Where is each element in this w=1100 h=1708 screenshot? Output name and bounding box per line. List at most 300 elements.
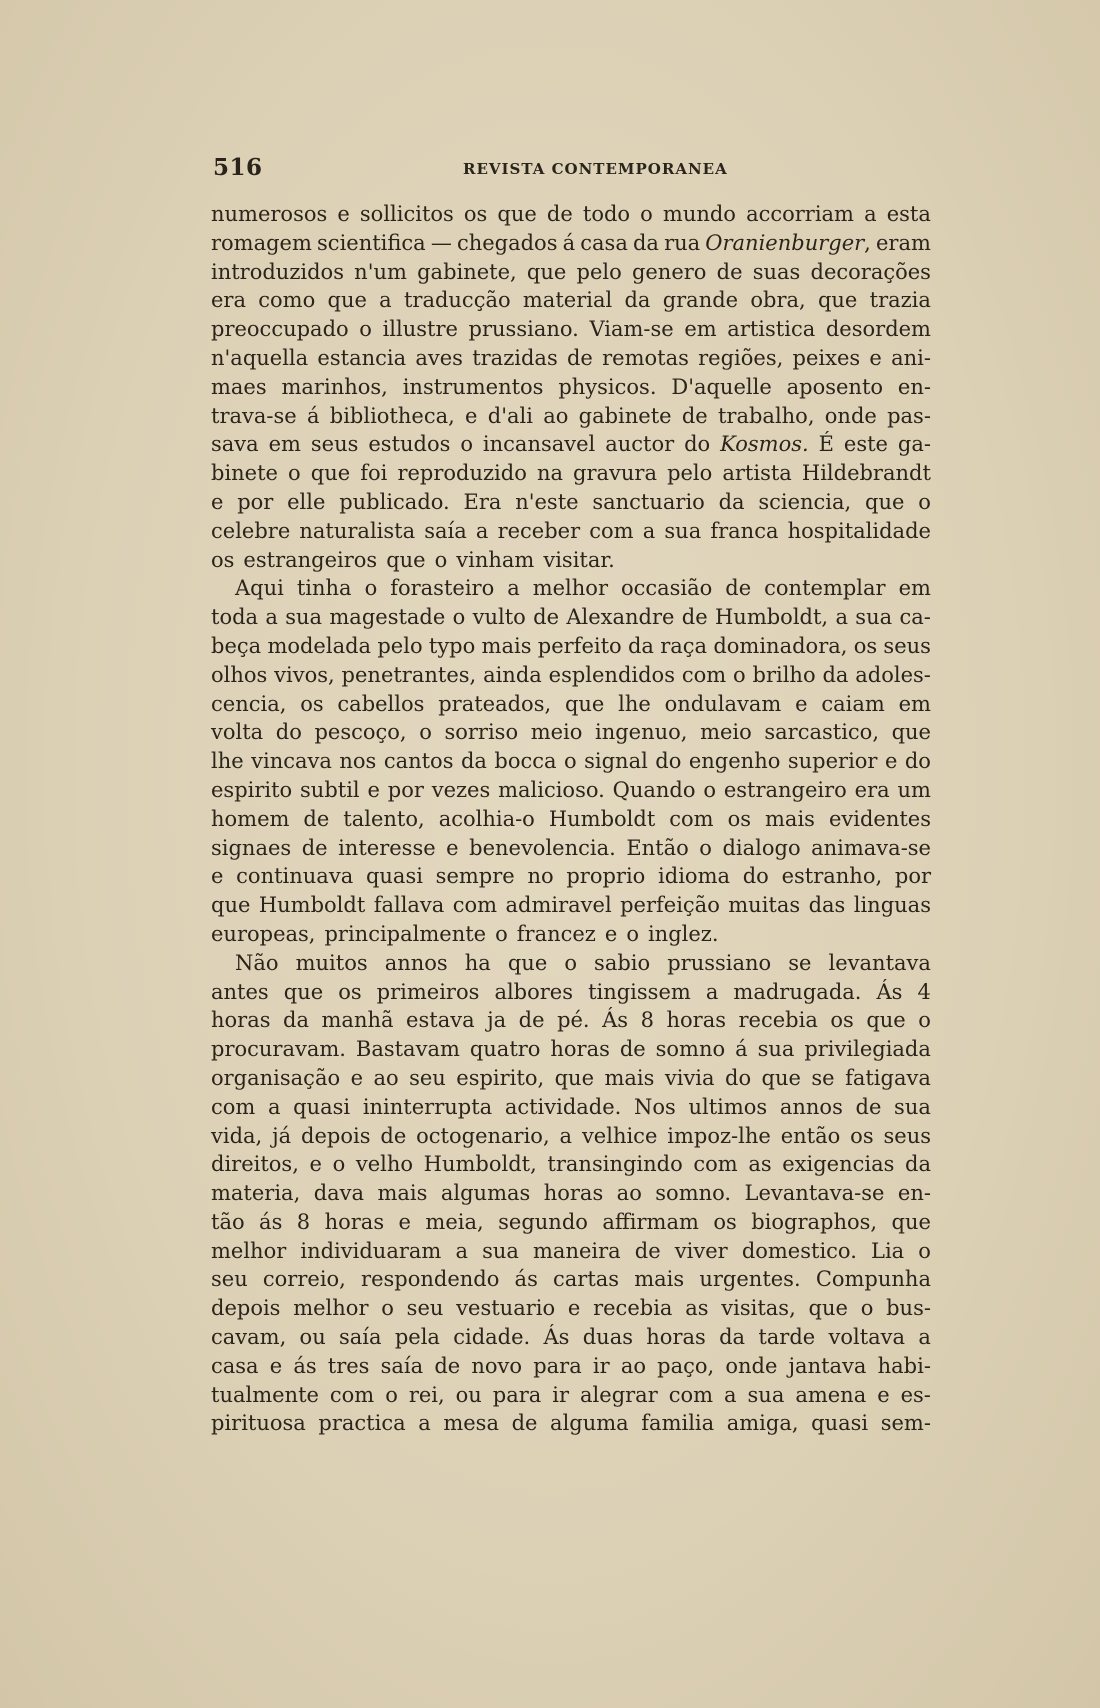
- word: de: [511, 1411, 538, 1436]
- text-line: [211, 1265, 931, 1294]
- word: e: [269, 1353, 283, 1378]
- text-line: [211, 1179, 931, 1208]
- word: dialogo: [722, 835, 801, 860]
- word: e: [604, 921, 618, 946]
- paragraph: [211, 200, 931, 574]
- text-line: [211, 1409, 931, 1438]
- word: Ás: [602, 1008, 629, 1033]
- word: a: [267, 1094, 281, 1119]
- word: direitos,: [211, 1152, 299, 1177]
- word: correio,: [262, 1267, 346, 1292]
- word: celebre: [211, 518, 291, 543]
- word: Quando: [612, 777, 696, 802]
- word: meio: [530, 720, 583, 745]
- word: traducção: [403, 288, 511, 313]
- word: de: [725, 576, 752, 601]
- word: o: [564, 749, 577, 774]
- word: homem: [211, 806, 290, 831]
- word: reproduzido: [397, 461, 527, 486]
- word: que: [526, 259, 567, 284]
- word: o: [918, 489, 931, 514]
- word: ao: [620, 1353, 646, 1378]
- word: nos: [339, 749, 377, 774]
- word: seus: [310, 432, 359, 457]
- word: que: [817, 288, 858, 313]
- word: as: [748, 1152, 772, 1177]
- word: vivos,: [274, 662, 335, 687]
- word: remotas: [602, 345, 689, 370]
- word: da: [719, 1325, 746, 1350]
- word: benevolencia.: [469, 835, 616, 860]
- word: visitar.: [543, 547, 615, 572]
- text-line: [211, 402, 931, 431]
- word: da: [283, 1008, 309, 1033]
- word: n'este: [515, 489, 579, 514]
- word: a: [379, 288, 392, 313]
- word: com: [329, 1382, 375, 1407]
- word: madrugada.: [733, 979, 862, 1004]
- text-line: [211, 517, 931, 546]
- word: estudos: [368, 432, 451, 457]
- word: pirituosa: [211, 1411, 306, 1436]
- text-line: [211, 603, 931, 632]
- text-line: [211, 978, 931, 1007]
- word: prateados,: [438, 691, 552, 716]
- word: illustre: [382, 317, 458, 342]
- word: brilho: [752, 662, 816, 687]
- word: paço,: [657, 1353, 715, 1378]
- word: melhor: [293, 1296, 369, 1321]
- word: biographos,: [751, 1209, 878, 1234]
- word: lhe: [211, 749, 244, 774]
- word: modelada: [267, 633, 372, 658]
- word: visitas,: [721, 1296, 796, 1321]
- word: mais: [377, 1181, 428, 1206]
- word: Bastavam: [355, 1037, 460, 1062]
- word: quasi: [293, 1094, 351, 1119]
- word: somno: [655, 1037, 726, 1062]
- word: estrangeiros: [243, 547, 378, 572]
- word: com: [669, 806, 714, 831]
- word: quasi: [365, 864, 423, 889]
- word: o: [452, 605, 466, 630]
- word: trabalho,: [717, 403, 815, 428]
- word: de: [716, 259, 743, 284]
- word: que: [554, 1065, 595, 1090]
- word: domestico.: [741, 1238, 857, 1263]
- word: alegrar: [580, 1382, 658, 1407]
- word: Oranienburger,: [705, 230, 871, 255]
- word: octogenario,: [416, 1123, 550, 1148]
- text-line: [211, 718, 931, 747]
- word: de: [566, 345, 593, 370]
- word: que: [327, 288, 367, 313]
- word: mais: [634, 1267, 685, 1292]
- word: viver: [674, 1238, 728, 1263]
- word: aves: [415, 345, 463, 370]
- text-line: [211, 574, 931, 603]
- word: que: [310, 461, 351, 486]
- word: do: [275, 720, 302, 745]
- word: n'aquella: [211, 345, 309, 370]
- word: pelo: [377, 633, 423, 658]
- text-line: [211, 344, 931, 373]
- word: proprio: [566, 864, 646, 889]
- word: esta: [886, 202, 931, 226]
- text-line: [211, 1323, 931, 1352]
- word: a: [705, 979, 719, 1004]
- word: mesa: [443, 1411, 499, 1436]
- word: preoccupado: [211, 317, 349, 342]
- word: o: [419, 720, 432, 745]
- word: era: [854, 777, 890, 802]
- word: lhe: [618, 691, 651, 716]
- text-line: [211, 1122, 931, 1151]
- word: os: [713, 1209, 737, 1234]
- word: occasião: [620, 576, 713, 601]
- word: então: [780, 1123, 841, 1148]
- word: de: [855, 1094, 882, 1119]
- word: alguma: [550, 1411, 629, 1436]
- word: o: [288, 461, 301, 486]
- word: da: [632, 230, 659, 255]
- word: transingindo: [547, 1152, 683, 1177]
- word: ir: [552, 1382, 570, 1407]
- word: trazidas: [472, 345, 558, 370]
- word: volta: [211, 720, 264, 745]
- word: acolhia-o: [438, 806, 535, 831]
- word: fatigava: [845, 1065, 931, 1090]
- word: regiões,: [698, 345, 784, 370]
- word: sua: [894, 1094, 931, 1119]
- word: annos: [384, 950, 448, 975]
- word: tinha: [296, 576, 352, 601]
- word: estava: [406, 1008, 475, 1033]
- running-title: REVISTA CONTEMPORANEA: [463, 160, 728, 178]
- word: 8: [640, 1008, 654, 1033]
- word: instrumentos: [402, 374, 544, 399]
- text-line: [211, 949, 931, 978]
- word: á: [562, 230, 576, 255]
- word: ou: [455, 1382, 482, 1407]
- word: organisação: [211, 1065, 341, 1090]
- word: sempre: [435, 864, 515, 889]
- word: estranho,: [781, 864, 883, 889]
- word: sciencia,: [758, 489, 852, 514]
- word: casa: [580, 230, 628, 255]
- word: fallava: [373, 893, 445, 918]
- word: o: [860, 1296, 874, 1321]
- word: artista: [722, 461, 792, 486]
- word: idioma: [658, 864, 730, 889]
- word: 8: [296, 1209, 311, 1234]
- word: com: [452, 893, 498, 918]
- text-line: [211, 1006, 931, 1035]
- word: amiga,: [726, 1411, 799, 1436]
- word: en-: [897, 1181, 931, 1206]
- word: e: [337, 202, 350, 226]
- text-line: [211, 776, 931, 805]
- text-line: [211, 632, 931, 661]
- word: e: [309, 1152, 322, 1177]
- word: de: [681, 403, 708, 428]
- word: signal: [584, 749, 648, 774]
- text-line: [211, 1237, 931, 1266]
- word: introduzidos: [211, 259, 344, 284]
- page-header: [213, 154, 933, 184]
- word: horas: [211, 1008, 271, 1033]
- word: ininterrupta: [362, 1094, 493, 1119]
- word: saía: [339, 1325, 382, 1350]
- word: cidade.: [453, 1325, 531, 1350]
- word: os: [727, 806, 752, 831]
- word: artistica: [727, 317, 816, 342]
- word: em: [684, 317, 717, 342]
- word: esplendidos: [548, 662, 675, 687]
- word: Era: [463, 489, 502, 514]
- word: já: [272, 1123, 292, 1148]
- word: ultimos: [688, 1094, 768, 1119]
- word: marinhos,: [281, 374, 388, 399]
- word: sua: [285, 605, 323, 630]
- word: que: [497, 202, 537, 226]
- text-line: [211, 891, 931, 920]
- word: sava: [211, 432, 259, 457]
- word: o: [364, 576, 378, 601]
- word: chegados: [456, 230, 558, 255]
- word: o: [564, 950, 577, 975]
- word: Humboldt,: [714, 605, 829, 630]
- word: á: [735, 1037, 748, 1062]
- word: o: [381, 1296, 394, 1321]
- word: desordem: [825, 317, 931, 342]
- word: primeiros: [376, 979, 480, 1004]
- word: das: [808, 893, 846, 918]
- word: mais: [604, 1065, 655, 1090]
- word: trava-se: [211, 403, 297, 428]
- word: d'ali: [487, 403, 533, 428]
- word: por: [237, 489, 274, 514]
- word: aposento: [786, 374, 884, 399]
- word: o: [359, 317, 372, 342]
- word: da: [624, 288, 651, 313]
- word: cartas: [553, 1267, 620, 1292]
- text-line: [211, 1208, 931, 1237]
- word: a: [835, 605, 848, 630]
- text-line: [211, 862, 931, 891]
- word: da: [460, 749, 487, 774]
- word: Hildebrandt: [801, 461, 931, 486]
- word: do: [725, 1065, 752, 1090]
- word: e: [884, 749, 898, 774]
- word: Kosmos.: [720, 432, 809, 457]
- word: manhã: [321, 1008, 394, 1033]
- word: mais: [481, 633, 532, 658]
- text-line: [211, 546, 931, 575]
- word: seu: [211, 1267, 248, 1292]
- word: francez: [516, 921, 596, 946]
- paragraph: [211, 949, 931, 1439]
- word: horas: [646, 1325, 706, 1350]
- word: que: [507, 950, 548, 975]
- word: o: [703, 777, 716, 802]
- word: continuava: [236, 864, 354, 889]
- word: no: [527, 864, 554, 889]
- word: que: [386, 547, 426, 572]
- word: a: [475, 518, 489, 543]
- word: o: [918, 1238, 931, 1263]
- word: trazia: [869, 288, 931, 313]
- word: os: [850, 1123, 874, 1148]
- word: a: [559, 1123, 573, 1148]
- word: velhice: [581, 1123, 658, 1148]
- word: cavam,: [211, 1325, 287, 1350]
- word: os: [853, 633, 878, 658]
- word: que: [283, 979, 324, 1004]
- word: com: [681, 662, 727, 687]
- word: sua: [855, 605, 893, 630]
- text-line: [211, 1093, 931, 1122]
- word: a: [918, 1325, 931, 1350]
- word: foi: [360, 461, 388, 486]
- word: por: [894, 864, 931, 889]
- word: e: [869, 345, 882, 370]
- word: da: [718, 489, 745, 514]
- word: onde: [824, 403, 877, 428]
- word: de: [546, 202, 573, 226]
- word: de: [380, 1123, 407, 1148]
- word: o: [699, 835, 712, 860]
- word: gravura: [573, 461, 657, 486]
- word: evidentes: [828, 806, 931, 831]
- word: quasi: [811, 1411, 869, 1436]
- word: em: [898, 691, 931, 716]
- word: saía: [380, 1353, 424, 1378]
- word: Compunha: [815, 1267, 931, 1292]
- word: procuravam.: [211, 1037, 346, 1062]
- word: caiam: [821, 691, 885, 716]
- text-line: [211, 690, 931, 719]
- word: prussiano.: [468, 317, 579, 342]
- word: seus: [883, 1123, 931, 1148]
- word: grande: [662, 288, 739, 313]
- word: ha: [464, 950, 491, 975]
- word: ás: [293, 1353, 317, 1378]
- word: o: [434, 547, 448, 572]
- word: por: [387, 777, 424, 802]
- word: de: [301, 835, 328, 860]
- word: levantava: [828, 950, 931, 975]
- word: era: [211, 288, 246, 313]
- word: n'um: [354, 259, 407, 284]
- word: sabio: [594, 950, 651, 975]
- word: horas: [550, 1037, 610, 1062]
- word: melhor: [532, 576, 608, 601]
- word: sua: [664, 518, 702, 543]
- word: bocca: [494, 749, 557, 774]
- word: Aqui: [235, 576, 284, 601]
- word: e: [446, 835, 459, 860]
- word: este: [843, 432, 888, 457]
- word: cabellos: [337, 691, 425, 716]
- word: Humboldt,: [423, 1152, 537, 1177]
- word: da: [905, 1152, 931, 1177]
- word: bibliotheca,: [329, 403, 455, 428]
- word: sua: [482, 1238, 519, 1263]
- text-line: [211, 373, 931, 402]
- word: que: [891, 720, 931, 745]
- word: sollicitos: [359, 202, 454, 226]
- word: engenho: [688, 749, 781, 774]
- word: e: [211, 864, 224, 889]
- body-text: [211, 200, 931, 1438]
- word: romagem: [211, 230, 312, 255]
- word: cantos: [383, 749, 454, 774]
- word: vinham: [456, 547, 535, 572]
- word: ao: [543, 403, 569, 428]
- word: velho: [355, 1152, 414, 1177]
- text-line: [211, 1352, 931, 1381]
- word: ao: [373, 1065, 399, 1090]
- word: onde: [725, 1353, 778, 1378]
- word: a: [418, 1411, 431, 1436]
- word: cencia,: [211, 691, 287, 716]
- word: com: [589, 518, 634, 543]
- word: o: [385, 1382, 398, 1407]
- word: contemplar: [764, 576, 886, 601]
- word: sorriso: [444, 720, 519, 745]
- word: meio: [700, 720, 752, 745]
- word: bus-: [886, 1296, 931, 1321]
- word: auctor: [605, 432, 675, 457]
- word: pelo: [667, 461, 713, 486]
- word: com: [668, 1382, 714, 1407]
- text-line: [211, 286, 931, 315]
- word: a: [507, 576, 520, 601]
- word: penetrantes,: [341, 662, 477, 687]
- word: o: [495, 921, 508, 946]
- word: respondendo: [361, 1267, 500, 1292]
- word: tualmente: [211, 1382, 319, 1407]
- word: do: [655, 749, 682, 774]
- word: para: [533, 1353, 582, 1378]
- word: scientifica: [317, 230, 426, 255]
- word: animava-se: [811, 835, 931, 860]
- word: casa: [211, 1353, 259, 1378]
- word: pelo: [576, 259, 622, 284]
- word: meia,: [425, 1209, 484, 1234]
- word: Não: [235, 950, 279, 975]
- word: europeas,: [211, 921, 316, 946]
- text-line: [211, 430, 931, 459]
- word: eram: [875, 230, 931, 255]
- word: ás: [514, 1267, 538, 1292]
- word: e: [367, 777, 380, 802]
- word: se: [788, 950, 812, 975]
- word: de: [533, 605, 560, 630]
- word: annos: [779, 1094, 843, 1119]
- word: ir: [592, 1353, 610, 1378]
- word: elle: [287, 489, 326, 514]
- word: ingenuo,: [594, 720, 688, 745]
- word: vida,: [211, 1123, 263, 1148]
- word: tres: [327, 1353, 370, 1378]
- word: ainda: [483, 662, 542, 687]
- word: Ás: [543, 1325, 570, 1350]
- word: dominadora,: [713, 633, 848, 658]
- word: vivia: [664, 1065, 715, 1090]
- word: e: [567, 1296, 581, 1321]
